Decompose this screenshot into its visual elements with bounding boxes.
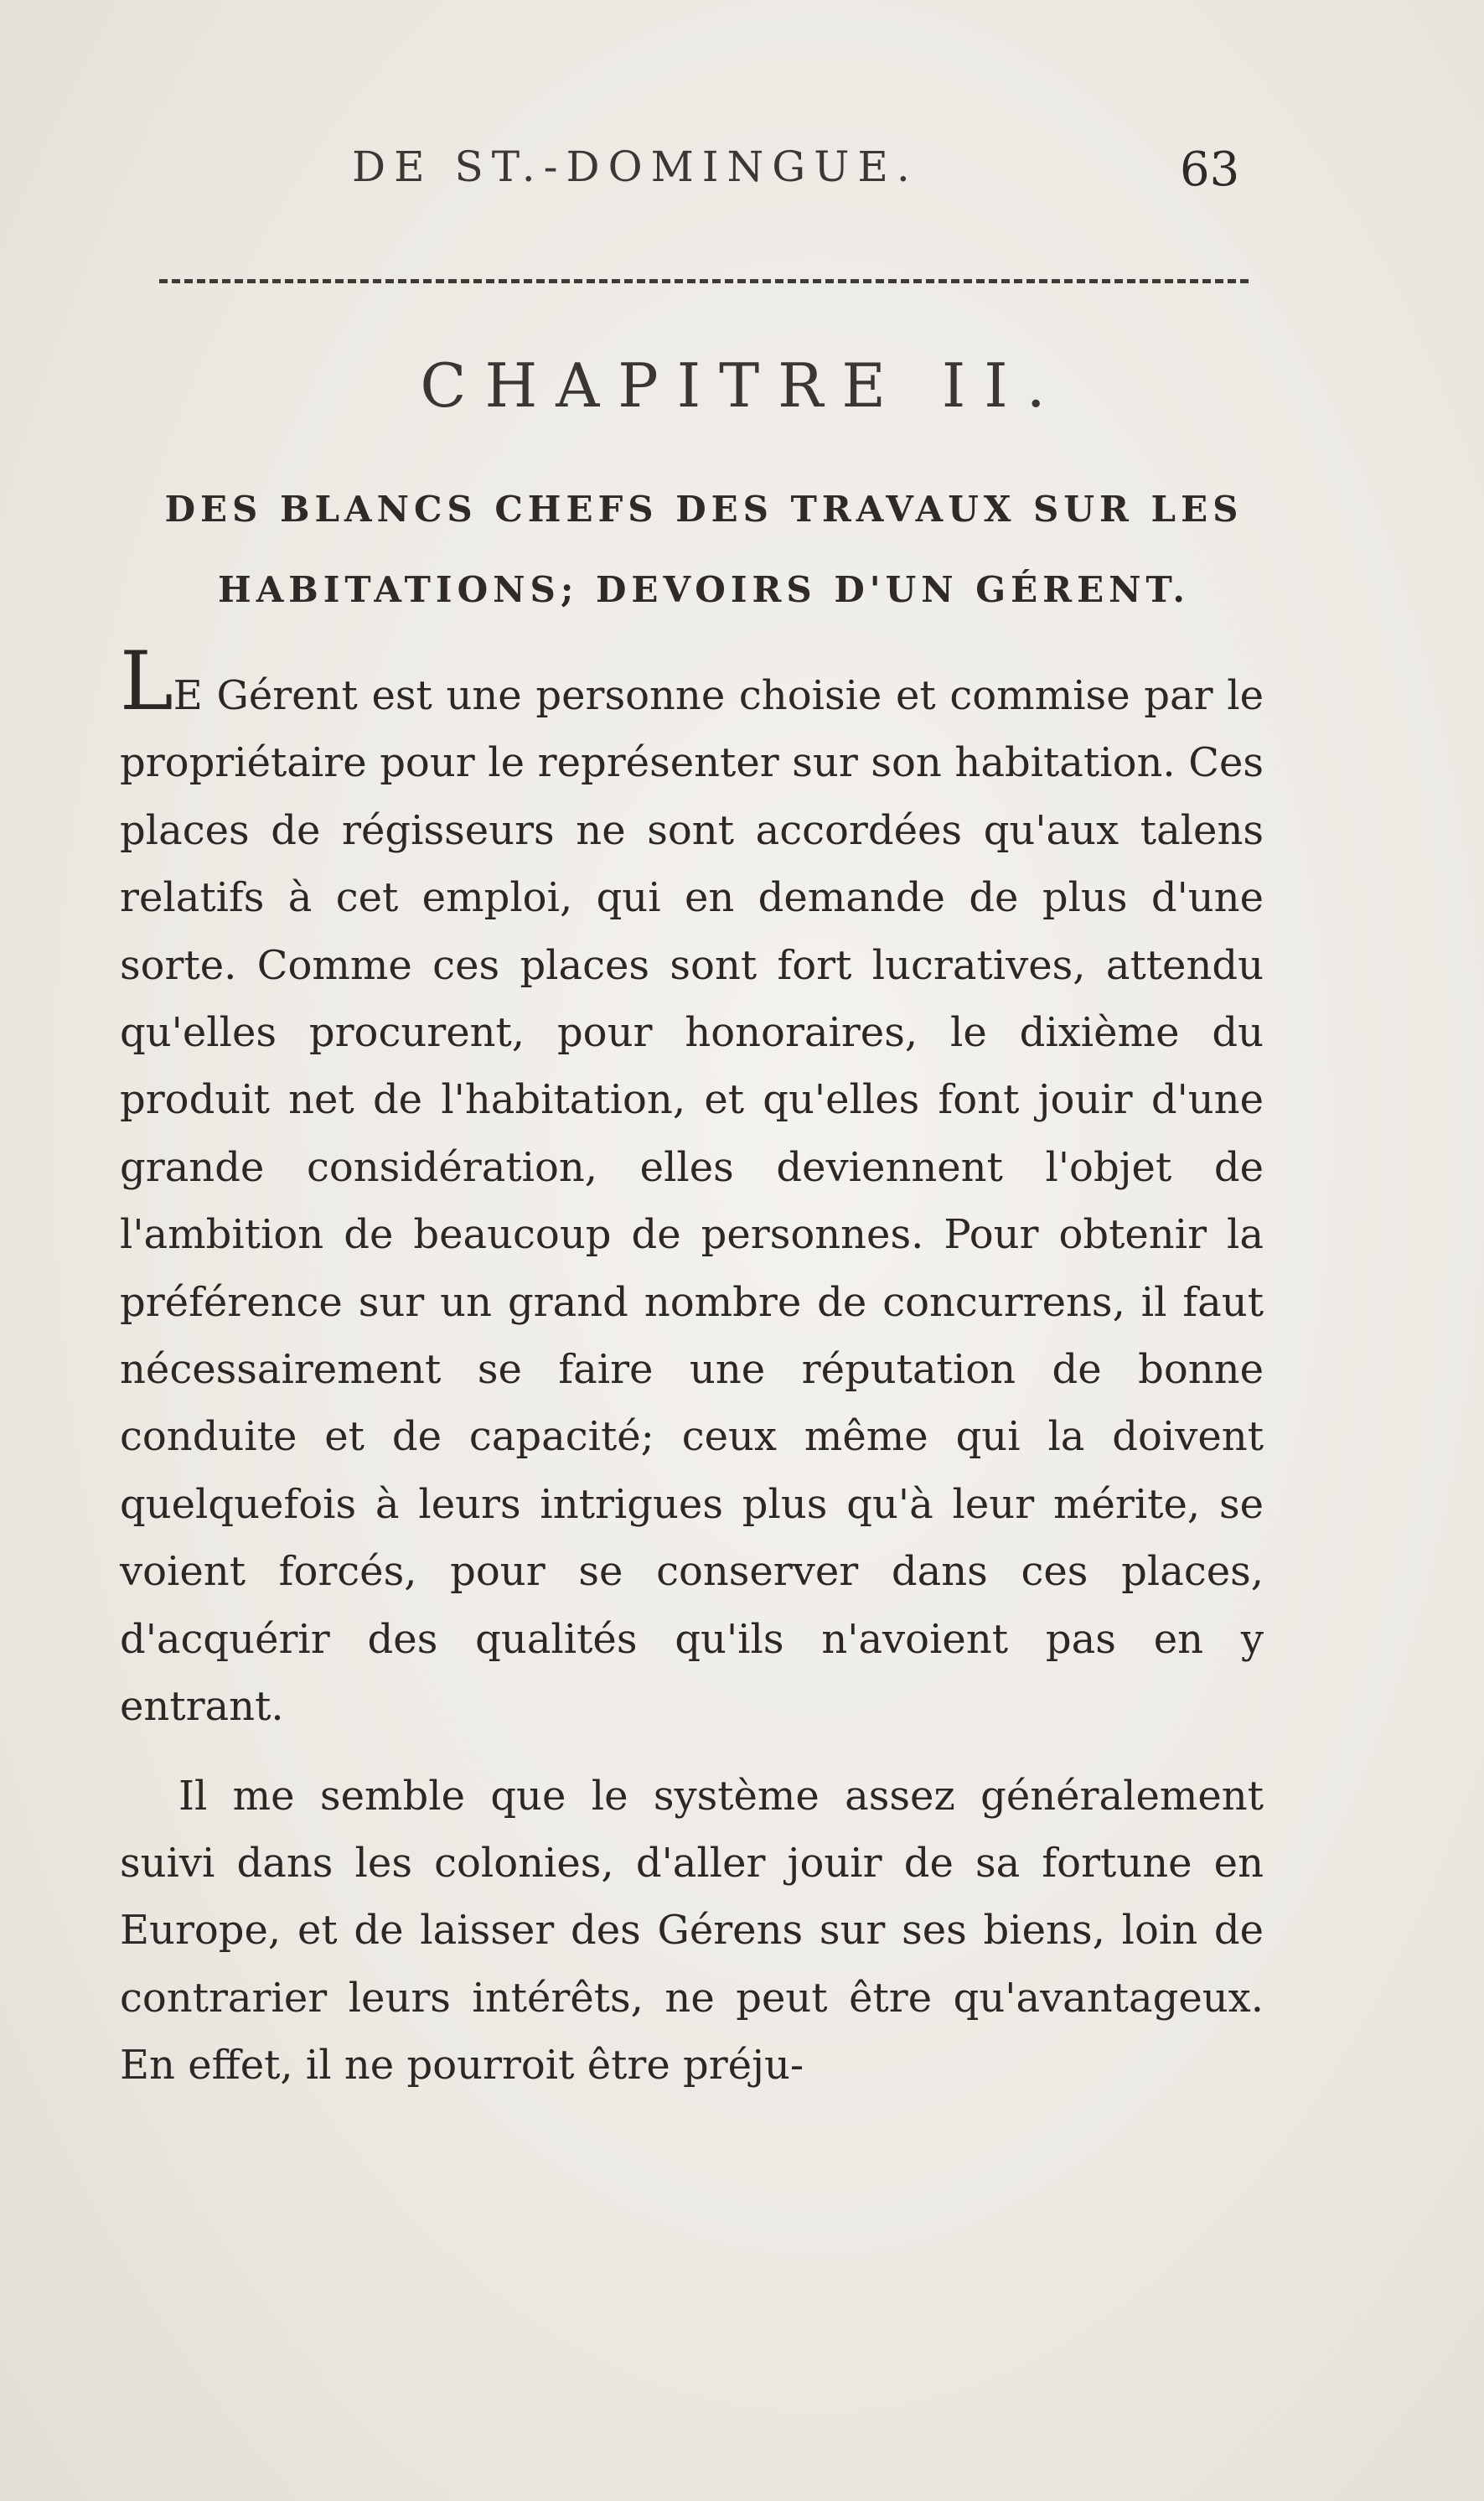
running-title: DE ST.-DOMINGUE. xyxy=(352,142,918,191)
paragraph-2: Il me semble que le système assez généralement suivi dans les colonies, d'aller jouir de sa fortune en Europe, et de laisser des Gérens sur ses biens, loin de contrarier leurs intérêts, ne peut être qu'avantageux. En effet, il ne pourroit être préju- xyxy=(120,1772,1264,2089)
chapter-subtitle-line-1: DES BLANCS CHEFS DES TRAVAUX SUR LES xyxy=(164,489,1244,530)
chapter-subtitle-line-2: HABITATIONS; DEVOIRS D'UN GÉRENT. xyxy=(218,569,1190,610)
bleed-through-text xyxy=(134,243,146,286)
chapter-title: CHAPITRE II. xyxy=(420,350,1064,421)
body-text xyxy=(120,634,1264,2100)
paragraph-1 xyxy=(120,634,1264,1741)
running-head xyxy=(0,142,1484,210)
chapter-subtitle xyxy=(117,469,1290,630)
drop-cap: L xyxy=(120,634,173,728)
paragraph-1-text: E Gérent est une personne choisie et commise par le propriétaire pour le représenter sur son habitation. Ces places de régisseurs ne sont accordées qu'aux talens relatifs à cet emploi, qui en demande de plus d'une sorte. Comme ces places sont fort lucratives, attendu qu'elles procurent, pour honoraires, le dixième du produit net de l'habitation, et qu'elles font jouir d'une grande considération, elles deviennent l'objet de l'ambition de beaucoup de personnes. Pour obtenir la préférence sur un grand nombre de concurrens, il faut nécessairement se faire une réputation de bonne conduite et de capacité; ceux même qui la doivent quelquefois à leurs intrigues plus qu'à leur mérite, se voient forcés, pour se conserver dans ces places, d'acquérir des qualités qu'ils n'avoient pas en y entrant. xyxy=(120,672,1264,1731)
header-rule xyxy=(159,279,1249,283)
page-number: 63 xyxy=(1180,142,1240,197)
